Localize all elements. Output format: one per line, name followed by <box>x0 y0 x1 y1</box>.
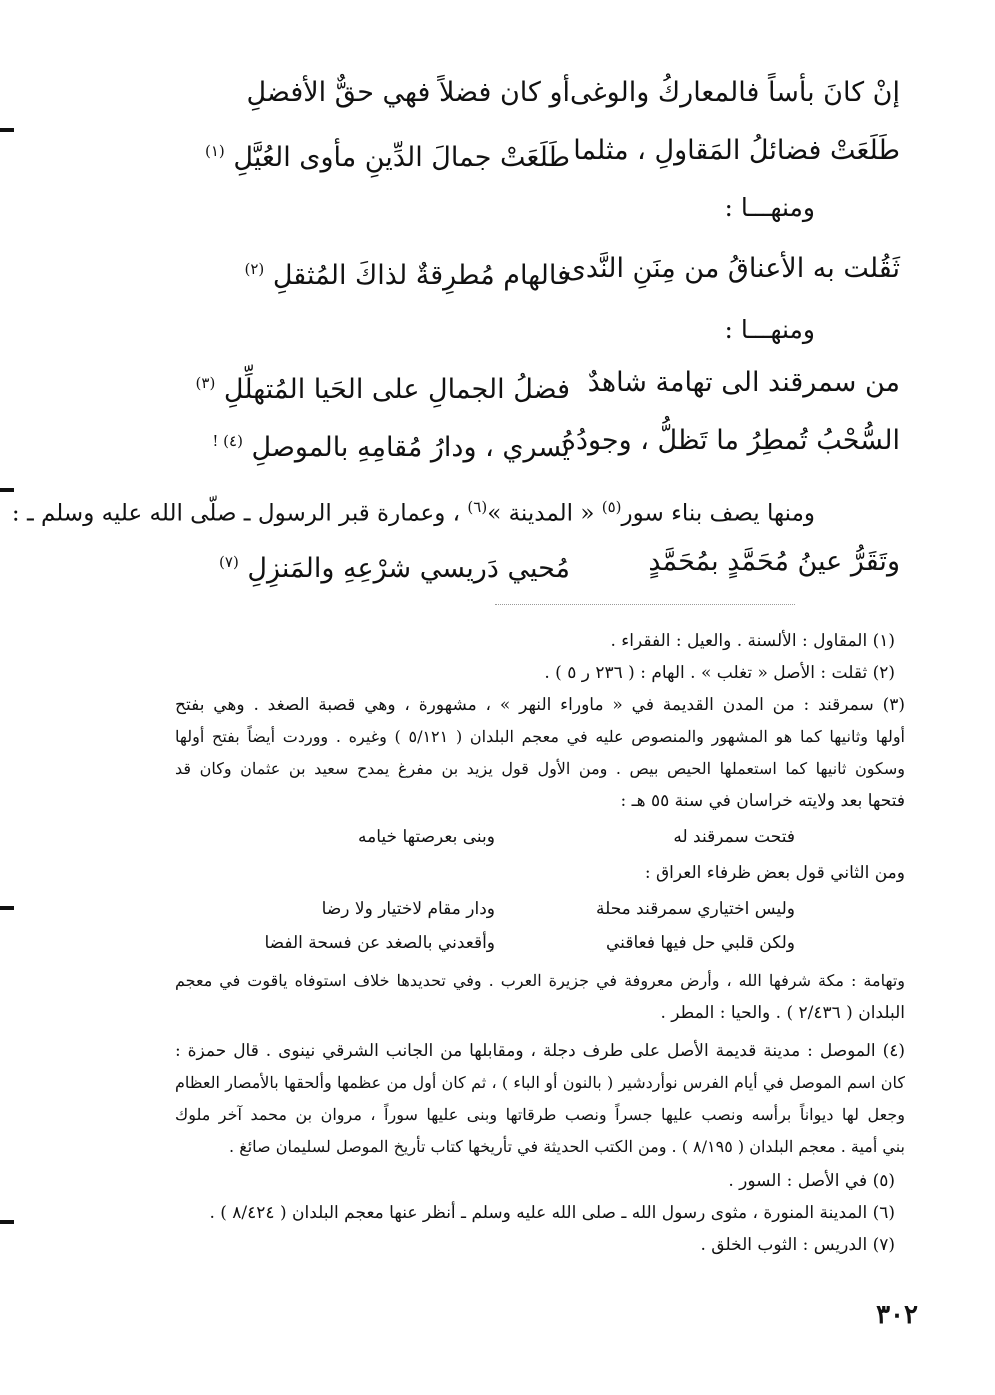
verse-second-hemistich-text: يَسري ، ودارُ مُقامِهِ بالموصلِ <box>251 432 570 463</box>
margin-mark <box>0 1220 14 1224</box>
footnote-poem-second: ودار مقام لاختيار ولا رضا <box>321 899 495 919</box>
footnote-1: (١) المقاول : الألسنة . والعيل : الفقراء . <box>610 631 895 651</box>
verse-second-hemistich <box>150 126 570 183</box>
footnote-3-line: ومن الثاني قول بعض ظرفاء العراق : <box>644 863 905 883</box>
footnote-4-line: (٤) الموصل : مدينة قديمة الأصل على طرف دجلة ، ومقابلها من الجانب الشرقي نينوى . قال حمزة : <box>175 1041 905 1061</box>
footnote-marker: (٧) <box>219 553 239 571</box>
footnote-4-line: كان اسم الموصل في أيام الفرس نوأردشير ( بالنون أو الباء ) ، ثم كان أول من عظمها وألحقها بالأمصار العظام <box>175 1073 906 1092</box>
footnote-poem-row <box>175 928 905 958</box>
verse-second-hemistich <box>150 416 570 473</box>
footnote-separator <box>495 604 795 605</box>
verse-first-hemistich: من سمرقند الى تهامة شاهدٌ <box>587 367 900 398</box>
footnote-poem-first: وليس اختياري سمرقند محلة <box>595 899 795 919</box>
footnote-poem-second: وأقعدني بالصغد عن فسحة الفضا <box>264 933 495 953</box>
verse-second-hemistich-text: مُحيي دَريسي شرْعِهِ والمَنزِلِ <box>247 553 570 584</box>
footnote-6: (٦) المدينة المنورة ، مثوى رسول الله ـ صلى الله عليه وسلم ـ أنظر عنها معجم البلدان ( ٨/٤٢٤ ) . <box>209 1203 895 1223</box>
footnote-3-line: وسكون ثانيها كما استعملها الحيص بيص . ومن الأول قول يزيد بن مفرغ يمدح سعيد بن عثمان وكان قد <box>175 759 905 778</box>
verse-first-hemistich: ثَقُلت به الأعناقُ من مِنَنِ النَّدى <box>564 253 900 284</box>
verse-line <box>150 126 910 176</box>
verse-second-hemistich-text: طَلَعَتْ جمالَ الدِّينِ مأوى العُيَّلِ <box>233 142 570 173</box>
verse-line <box>150 358 910 408</box>
section-heading: ومنهـــا : <box>724 315 815 344</box>
footnote-4-line: بني أمية . معجم البلدان ( ٨/١٩٥ ) . ومن الكتب الحديثة في تأريخها كتاب تأريخ الموصل لسليمان صائغ . <box>229 1137 905 1156</box>
footnote-poem-first: فتحت سمرقند له <box>673 827 795 847</box>
heading-text-a: ومنها يصف بناء سور <box>621 500 815 527</box>
footnote-7: (٧) الدريس : الثوب الخلق . <box>700 1235 895 1255</box>
heading-text-c: ، وعمارة قبر الرسول ـ صلّى الله عليه وسلم ـ : <box>11 500 461 527</box>
footnote-marker: (٢) <box>244 260 265 278</box>
verse-line <box>150 68 910 118</box>
page-number: ٣٠٢ <box>876 1300 918 1330</box>
margin-mark <box>0 906 14 910</box>
footnote-poem-second: وبنى بعرصتها خيامه <box>358 827 495 847</box>
verse-line <box>150 416 910 466</box>
verse-first-hemistich: وتَقَرُّ عينُ مُحَمَّدٍ بمُحَمَّدٍ <box>648 546 900 577</box>
footnote-5: (٥) في الأصل : السور . <box>728 1171 895 1191</box>
heading-text-b: « المدينة » <box>487 500 595 527</box>
section-heading-sur <box>12 482 815 539</box>
footnote-marker: (٣) <box>195 374 216 392</box>
footnote-poem-row <box>175 822 905 852</box>
section-heading: ومنهـــا : <box>724 193 815 222</box>
footnote-marker: (٥) <box>601 498 622 516</box>
footnote-marker: (٦) <box>467 498 488 516</box>
footnote-3-line: أولها وثانيها كما هو المشهور والمنصوص عليه في معجم البلدان ( ٥/١٢١ ) وغيره . ووردت أيضاً بفتح أولها <box>175 727 906 746</box>
footnote-marker: (١) <box>205 142 225 160</box>
verse-second-hemistich <box>150 537 570 594</box>
verse-second-hemistich <box>150 358 570 415</box>
verse-first-hemistich: السُّحْبُ تُمطِرُ ما تَظلُّ ، وجودُهُ <box>561 425 900 456</box>
verse-second-hemistich <box>150 68 570 118</box>
footnote-3-line: فتحها بعد ولايته خراسان في سنة ٥٥ هـ : <box>620 791 905 811</box>
footnote-marker: (٤) ! <box>212 432 243 450</box>
verse-second-hemistich <box>150 244 570 301</box>
verse-first-hemistich: إنْ كانَ بأساً فالمعاركُ والوغى <box>569 77 900 108</box>
margin-mark <box>0 128 14 132</box>
footnote-3-line: وتهامة : مكة شرفها الله ، وأرض معروفة في جزيرة العرب . وفي تحديدها خلاف استوفاه ياقوت في معجم <box>175 971 905 990</box>
verse-second-hemistich-text: أو كان فضلاً فهي حقٌّ الأفضلِ <box>246 77 570 108</box>
verse-line <box>150 244 910 294</box>
footnote-2: (٢) ثقلت : الأصل « تغلب » . الهام : ( ٢٣٦ ر ٥ ) . <box>544 663 895 683</box>
verse-second-hemistich-text: فالهام مُطرِقةٌ لذاكَ المُثقلِ <box>272 260 570 291</box>
footnote-poem-first: ولكن قلبي حل فيها فعاقني <box>606 933 795 953</box>
footnote-4-line: وجعل لها ديواناً برأسه ونصب عليها جسراً ونصب طرقاتها وبنى عليها سوراً ، مروان بن محمد آخر ملوك <box>175 1105 905 1124</box>
verse-line <box>150 537 910 587</box>
verse-second-hemistich-text: فضلُ الجمالِ على الحَيا المُتهلِّلِ <box>223 374 570 405</box>
footnote-poem-row <box>175 894 905 924</box>
footnote-3-line: (٣) سمرقند : من المدن القديمة في « ماوراء النهر » ، مشهورة ، وهي قصبة الصغد . وهي بفتح <box>175 695 905 715</box>
verse-first-hemistich: طَلَعَتْ فضائلُ المَقاولِ ، مثلما <box>573 135 900 166</box>
footnote-3-line: البلدان ( ٢/٤٣٦ ) . والحيا : المطر . <box>660 1003 905 1023</box>
